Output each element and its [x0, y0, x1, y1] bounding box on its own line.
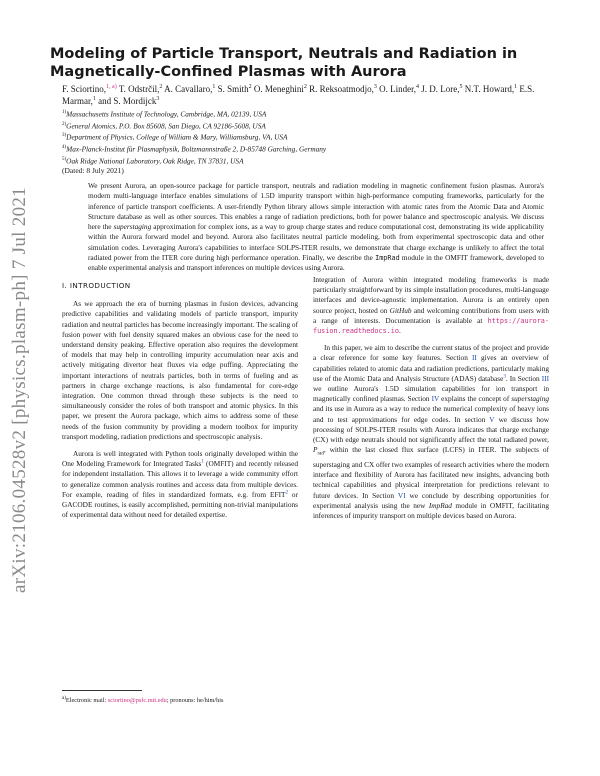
section-link[interactable]: III — [541, 373, 550, 383]
section-link[interactable]: VI — [397, 490, 406, 500]
paragraph-text: Integration of Aurora within integrated modeling frameworks is made particularly straightforward by its simple installation procedures, multi-language interfaces and device-agnostic implementation. Aurora is an entirely open source project, hosted on — [313, 275, 549, 315]
docs-link[interactable]: https://aurora-fusion.readthedocs.io — [313, 316, 549, 336]
abstract — [88, 181, 544, 274]
title-line-2: Magnetically-Confined Plasmas with Aurora — [50, 64, 407, 80]
title-line-1: Modeling of Particle Transport, Neutrals and Radiation in — [50, 46, 518, 62]
citation-link[interactable]: 1 — [201, 459, 204, 465]
affiliation-text: Oak Ridge National Laboratory, Oak Ridge, TN 37831, USA — [66, 155, 244, 165]
intro-paragraph-1: As we approach the era of burning plasmas in fusion devices, advancing predictive capabilities and validating models of particle transport, impurity radiation and neutral particles has become increasingly important. The scaling of fusion power with fuel density squared makes an obvious case for the need to understand density peaking. Effective operation also requires the development of models that may help in controlling impurity accumulation near axis and actively mitigating divertor heat fluxes via edge puffing. Appreciating the important interactions of neutrals particles, both in terms of fueling and as partners in charge exchange reactions, is also fundamental for core-edge integration. One common thread through these subjects is the need to simultaneously consider the roles of both transport and atomic physics. In this paper, we present the Aurora package, which aims to address some of these needs of the fusion community by providing a modern toolbox for impurity transport modeling, radiation predictions and spectroscopic analysis. — [62, 299, 298, 441]
author-mark: 1 — [212, 84, 216, 90]
footnote-marker: a) — [62, 696, 66, 701]
citation-link[interactable]: 3 — [503, 374, 506, 380]
paragraph-term: GitHub — [389, 305, 412, 315]
author-mark: 5 — [459, 84, 463, 90]
paragraph-text: gives an overview of capabilities related to atomic data and radiation predictions, particularly making use of the Atomic Data and Analysis Structure (ADAS) database — [313, 353, 549, 383]
citation-link[interactable]: 2 — [285, 490, 288, 496]
author: and S. Mordijck — [98, 95, 157, 106]
abstract-term: ImpRad — [375, 254, 400, 263]
paragraph-text: (OMFIT) and recently released for independent installation. This allows it to leverage a wide community effort to generalize common analysis routines and access data from multiple devices. For example, reading of files in standardized formats, e.g. from EFIT — [62, 459, 298, 499]
affiliation-text: Max-Planck-Institut für Plasmaphysik, Boltzmannstraße 2, D-85748 Garching, Germany — [66, 144, 327, 154]
affiliation-text: Department of Physics, College of William & Mary, Williamsburg, VA, USA — [66, 132, 288, 142]
affiliation — [62, 120, 542, 132]
author-mark: 2 — [159, 84, 163, 90]
footnote — [62, 696, 224, 704]
paragraph-text: Aurora is well integrated with Python tools originally developed within the One Modeling Framework for Integrated Tasks — [62, 449, 298, 469]
paragraph-term: superstaging — [511, 394, 549, 404]
abstract-text: approximation for complex ions, as a way to group charge states and reduce computational cost, demonstrating its wide applicability within the Aurora forward model and beyond. Aurora also facilitates neutral particle modeling, both from experimental spectroscopic data and other simulation codes. Leveraging Aurora's capabilities to interface SOLPS-ITER results, we demonstrate that charge exchange is unlikely to affect the total radiated power from the ITER core during high performance operation. Finally, we describe the — [88, 222, 544, 263]
arxiv-stamp — [6, 187, 34, 593]
author-mark: 4 — [416, 84, 420, 90]
author: O. Meneghini — [253, 84, 304, 94]
right-column — [313, 275, 549, 521]
paragraph-text: and welcoming contributions from users with a range of interests. Documentation is available at — [313, 305, 549, 325]
author: E.S. Marmar, — [62, 84, 535, 106]
prad-symbol: P — [313, 445, 318, 455]
abstract-text: We present Aurora, an open-source package for particle transport, neutrals and radiation modeling in magnetic confinement fusion plasmas. Aurora's modern multi-language interface enables simulations of 1.5D impurity transport within high-performance computing frameworks, particularly for the inference of particle transport coefficients. A user-friendly Python library allows simple interaction with atomic rates from the Atomic Data and Atomic Structure database as well as other sources. This enables a range of radiation predictions, both for power balance and spectroscopic analysis. We discuss here the — [88, 181, 544, 232]
affiliation — [62, 155, 542, 167]
affiliation-text: Massachusetts Institute of Technology, Cambridge, MA, 02139, USA — [66, 109, 267, 119]
affiliation-number: 3) — [62, 133, 67, 139]
author: R. Reksoatmodjo, — [309, 84, 374, 94]
abstract-term: superstaging — [113, 222, 152, 232]
section-link[interactable]: V — [489, 414, 495, 424]
author-mark: 2 — [248, 84, 252, 90]
paragraph-text: . — [398, 326, 401, 336]
author: O. Linder, — [379, 84, 417, 94]
left-column — [62, 281, 298, 520]
author: T. Odstrčil, — [118, 84, 160, 94]
author: S. Smith — [217, 84, 249, 94]
abstract-text: module in the OMFIT framework, developed to enable experimental analysis and transport inferences on multiple devices using Aurora. — [88, 253, 544, 273]
paragraph-text: and its use in Aurora as a way to reduce the numerical complexity of heavy ions and to test approximations for edge codes. In section — [313, 404, 549, 424]
footnote-label: Electronic mail: — [65, 697, 108, 705]
footnote-pronouns: ; pronouns: he/him/his — [166, 697, 224, 705]
paragraph-text: , within the last closed flux surface (LCFS) in ITER. The subjects of superstaging and CX offer two examples of research activities where the modern interface and flexibility of Aurora has facilitated new insights, advancing both technical capabilities and physical interpretation for predictions relevant to future devices. In Section — [313, 445, 549, 500]
affiliation-number: 2) — [62, 121, 67, 127]
author-mark: 1 — [92, 95, 96, 102]
section-link[interactable]: II — [472, 353, 477, 363]
dated-line: (Dated: 8 July 2021) — [62, 166, 124, 175]
intro-paragraph-3 — [313, 275, 549, 336]
author-mark: 3 — [156, 95, 160, 102]
paragraph-text: we outline Aurora's 1.5D simulation capabilities for ion transport in magnetically confined plasmas. Section — [313, 384, 549, 404]
affiliation-number: 1) — [62, 110, 67, 115]
intro-paragraph-2 — [62, 449, 298, 520]
affiliation — [62, 108, 542, 120]
prad-subscript: rad — [317, 451, 324, 457]
section-link[interactable]: IV — [431, 394, 440, 404]
affiliation-number: 4) — [62, 144, 67, 150]
footnote-rule — [62, 690, 142, 691]
email-link[interactable]: sciortino@psfc.mit.edu — [107, 697, 167, 705]
author: A. Cavallaro, — [164, 84, 213, 94]
paragraph-text: module in OMFIT, facilitating inferences of impurity transport on multiple devices based on Aurora. — [313, 500, 549, 520]
section-heading: I. INTRODUCTION — [62, 281, 131, 290]
paragraph-term: ImpRad — [428, 500, 452, 510]
author-mark[interactable]: 1, a) — [106, 84, 117, 90]
affiliation-text: General Atomics, P.O. Box 85608, San Diego, CA 92186-5608, USA — [66, 121, 266, 131]
author-mark: 3 — [373, 84, 377, 90]
paragraph-text: . In Section — [505, 373, 542, 383]
author-list — [62, 84, 542, 107]
affiliation — [62, 131, 542, 143]
intro-paragraph-4 — [313, 343, 549, 521]
affiliation — [62, 143, 542, 155]
author: F. Sciortino, — [62, 84, 107, 94]
paragraph-text: explains the concept of — [439, 394, 512, 404]
author-mark: 2 — [303, 84, 307, 90]
paragraph-text: or GACODE routines, is easily accomplished, permitting non-trivial manipulations of experimental data without need for detailed expertise. — [62, 489, 298, 520]
affiliation-list — [62, 108, 542, 166]
paragraph-text: we conclude by describing opportunities for experimental analysis using the new — [313, 490, 549, 510]
paper-title — [50, 45, 550, 81]
paragraph-text: we discuss how processing of SOLPS-ITER results with Aurora indicates that charge exchange (CX) with edge neutrals should not significantly affect the total radiated power, — [313, 414, 549, 445]
author: J. D. Lore, — [421, 84, 460, 94]
author: N.T. Howard, — [464, 84, 515, 94]
arxiv-id[interactable]: arXiv:2106.04528v2 [physics.plasm-ph] 7 Jul 2021 — [9, 187, 30, 593]
author-mark: 1 — [514, 84, 518, 90]
affiliation-number: 5) — [62, 156, 67, 162]
paragraph-text: In this paper, we aim to describe the current status of the project and provide a clear reference for some key features. Section — [313, 343, 549, 363]
